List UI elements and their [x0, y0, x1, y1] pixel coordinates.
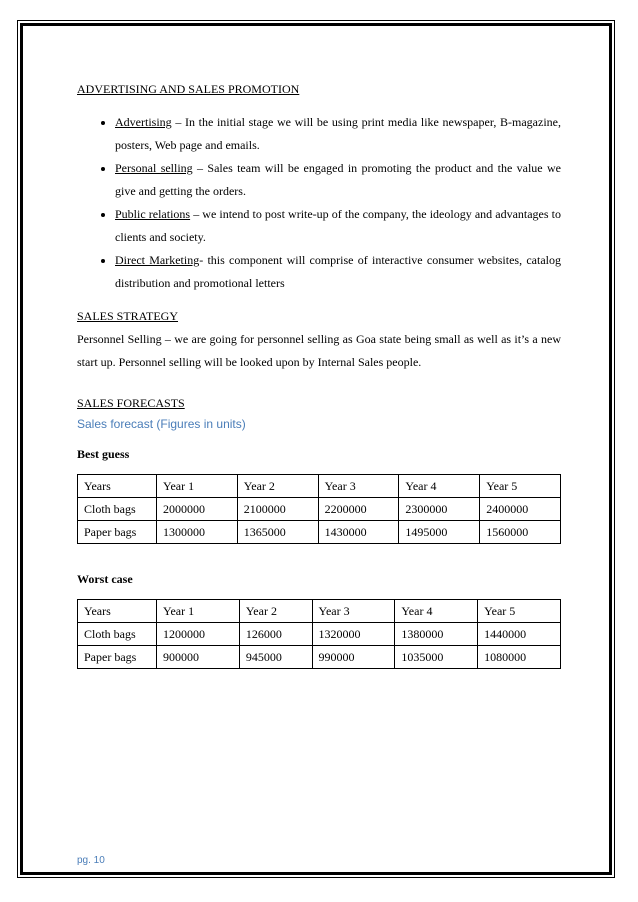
- list-item-term: Personal selling: [115, 161, 193, 175]
- table-cell: 990000: [312, 646, 395, 669]
- table-row: [78, 521, 561, 544]
- forecast-caption-text: Sales forecast (: [77, 417, 161, 431]
- advertising-heading: ADVERTISING AND SALES PROMOTION: [77, 82, 300, 96]
- table-cell: Year 5: [478, 600, 561, 623]
- table-cell: Year 1: [157, 600, 240, 623]
- strategy-text: Personnel Selling – we are going for personnel selling as Goa state being small as well as it’s a new start up. Personnel selling will be looked upon by Internal Sales people.: [77, 332, 561, 369]
- best-guess-table: [77, 474, 561, 544]
- list-item-text: – In the initial stage we will be using print media like newspaper, B-magazine, posters, Web page and emails.: [115, 115, 561, 152]
- table-cell: Years: [78, 600, 157, 623]
- table-cell: Year 3: [312, 600, 395, 623]
- table-cell: Year 3: [318, 475, 399, 498]
- forecasts-heading: SALES FORECASTS: [77, 396, 185, 410]
- table-cell: 945000: [239, 646, 312, 669]
- table-cell: 2000000: [157, 498, 238, 521]
- table-cell: 1560000: [480, 521, 561, 544]
- table-cell: Paper bags: [78, 521, 157, 544]
- table-cell: 2300000: [399, 498, 480, 521]
- list-item-term: Public relations: [115, 207, 191, 221]
- list-item: [115, 157, 561, 203]
- list-item: [115, 249, 561, 295]
- table-cell: 1440000: [478, 623, 561, 646]
- table-cell: 2100000: [237, 498, 318, 521]
- table-cell: 1365000: [237, 521, 318, 544]
- promotion-list: [77, 111, 561, 295]
- list-item-text: - this component will comprise of interactive consumer websites, catalog distribution and promotional letters: [115, 253, 561, 290]
- table-cell: Year 2: [237, 475, 318, 498]
- document-content: [77, 78, 561, 669]
- table-cell: Paper bags: [78, 646, 157, 669]
- list-item-term: Direct Marketing: [115, 253, 200, 267]
- table-cell: Cloth bags: [78, 498, 157, 521]
- table-cell: 900000: [157, 646, 240, 669]
- forecast-caption-units: Figures in units): [160, 417, 246, 431]
- table-cell: Years: [78, 475, 157, 498]
- table-row: [78, 623, 561, 646]
- table-cell: 1320000: [312, 623, 395, 646]
- table-row: [78, 475, 561, 498]
- table-cell: 2400000: [480, 498, 561, 521]
- list-item: [115, 111, 561, 157]
- table-cell: Year 4: [395, 600, 478, 623]
- best-guess-title: Best guess: [77, 447, 130, 461]
- table-cell: 2200000: [318, 498, 399, 521]
- table-cell: Year 1: [157, 475, 238, 498]
- list-item: [115, 203, 561, 249]
- table-cell: 1200000: [157, 623, 240, 646]
- list-item-term: Advertising: [115, 115, 172, 129]
- strategy-heading: SALES STRATEGY: [77, 309, 179, 323]
- table-cell: Cloth bags: [78, 623, 157, 646]
- page-number: pg. 10: [77, 855, 105, 866]
- table-cell: Year 5: [480, 475, 561, 498]
- list-item-text: – Sales team will be engaged in promoting the product and the value we give and getting the orders.: [115, 161, 561, 198]
- list-item-text: – we intend to post write-up of the company, the ideology and advantages to clients and society.: [115, 207, 561, 244]
- table-row: [78, 646, 561, 669]
- table-cell: 1495000: [399, 521, 480, 544]
- table-cell: 1300000: [157, 521, 238, 544]
- worst-case-table: [77, 599, 561, 669]
- table-row: [78, 498, 561, 521]
- table-cell: 1380000: [395, 623, 478, 646]
- worst-case-title: Worst case: [77, 572, 133, 586]
- table-cell: 1080000: [478, 646, 561, 669]
- forecast-caption: [77, 415, 561, 433]
- table-cell: Year 4: [399, 475, 480, 498]
- table-cell: 1035000: [395, 646, 478, 669]
- table-row: [78, 600, 561, 623]
- table-cell: 1430000: [318, 521, 399, 544]
- table-cell: 126000: [239, 623, 312, 646]
- table-cell: Year 2: [239, 600, 312, 623]
